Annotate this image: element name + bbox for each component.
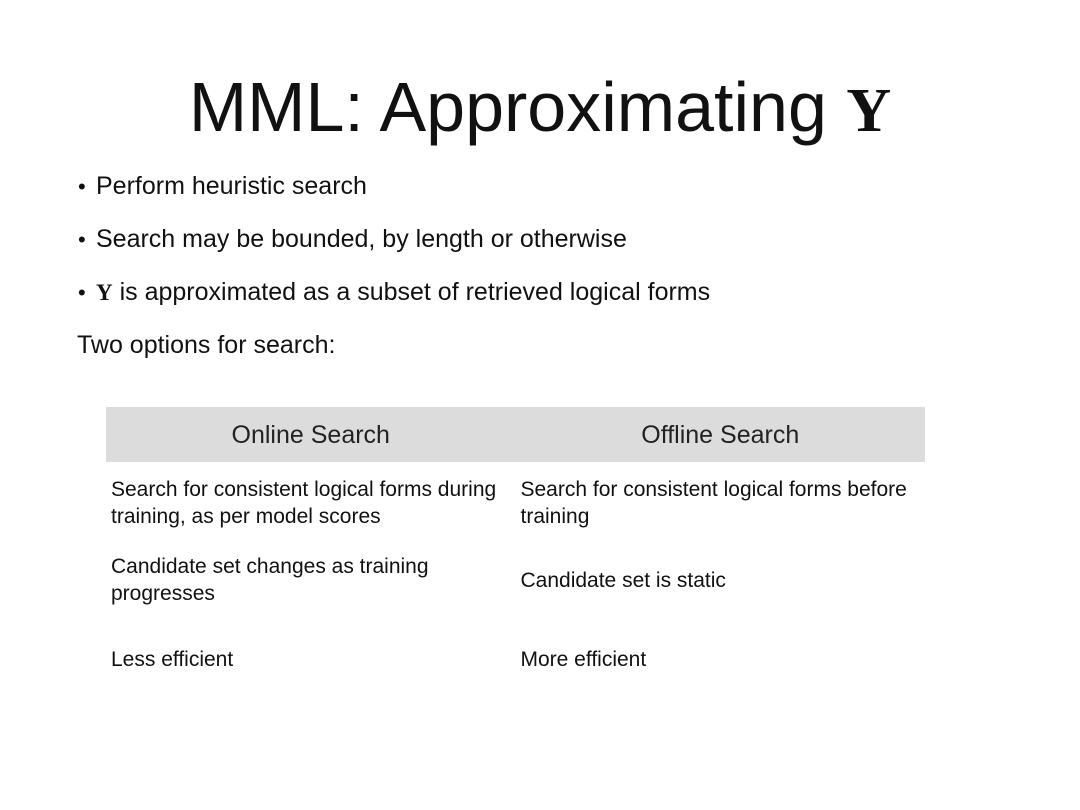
bullet-text: Search may be bounded, by length or otherwise: [96, 225, 627, 253]
comparison-table: [106, 407, 925, 702]
bullet-symbol: Y: [96, 280, 113, 305]
table-row: [106, 616, 925, 702]
options-label: Two options for search:: [77, 331, 336, 359]
table-cell: More efficient: [520, 647, 647, 671]
slide-title-symbol: Y: [846, 77, 892, 145]
table-row: [106, 544, 925, 616]
bullet-marker: •: [78, 227, 86, 252]
table-cell: Candidate set changes as training progresses: [111, 555, 429, 605]
bullet-list: [78, 168, 1018, 327]
bullet-item: [78, 168, 1018, 204]
table-cell: Less efficient: [111, 647, 234, 671]
bullet-marker: •: [78, 174, 86, 199]
column-header-offline: Offline Search: [641, 421, 800, 449]
slide-title-text: MML: Approximating: [188, 68, 847, 146]
table-cell: Candidate set is static: [520, 568, 726, 592]
bullet-item: [78, 274, 1018, 310]
table-header: [106, 407, 925, 462]
table-row: [106, 462, 925, 544]
bullet-item: [78, 221, 1018, 257]
bullet-text: is approximated as a subset of retrieved logical forms: [112, 278, 711, 306]
column-header-online: Online Search: [231, 421, 390, 449]
bullet-text: Perform heuristic search: [96, 172, 367, 200]
slide-title: [0, 62, 1080, 156]
table-cell: Search for consistent logical forms during training, as per model scores: [111, 478, 497, 528]
table-cell: Search for consistent logical forms before training: [520, 478, 907, 528]
bullet-marker: •: [78, 280, 86, 305]
